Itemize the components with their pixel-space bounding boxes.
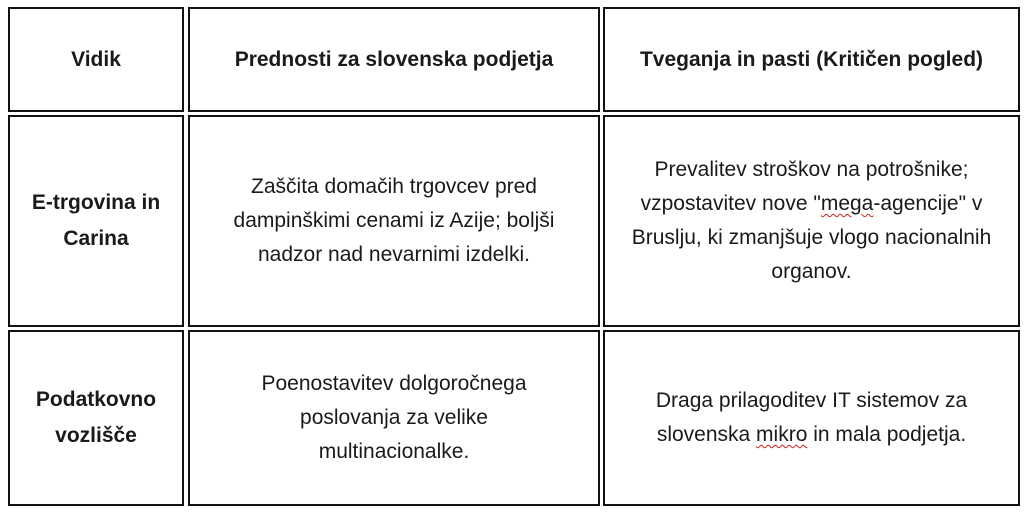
row-2-risks: [603, 330, 1020, 506]
spellcheck-flagged-word[interactable]: mikro: [756, 423, 808, 446]
header-advantages: [188, 7, 600, 112]
row-2-advantages-text: Poenostavitev dolgoročnega poslovanja za velike multinacionalke.: [261, 372, 527, 463]
row-2-advantages: [188, 330, 600, 506]
row-2-risks-text-start: Draga prilagoditev IT sistemov za slovenska: [655, 389, 968, 446]
row-1-risks-text: [622, 153, 1002, 289]
row-1-risks-text-start: Prevalitev stroškov na potrošnike; vzpostavitev nove ": [640, 158, 969, 215]
spellcheck-flagged-word[interactable]: mega: [820, 192, 874, 215]
row-2-risks-text-end: in mala podjetja.: [807, 423, 967, 446]
row-1-risks-text-end: -agencije" v Bruslju, ki zmanjšuje vlogo nacionalnih organov.: [631, 192, 992, 283]
row-1-risks: [603, 115, 1020, 327]
row-1-aspect: [8, 115, 184, 327]
header-risks-label: Tveganja in pasti (Kritičen pogled): [639, 47, 984, 71]
header-aspect-label: Vidik: [71, 47, 121, 71]
row-2-risks-text: [622, 384, 1002, 452]
row-1-aspect-label: E-trgovina in Carina: [31, 191, 161, 250]
row-1-advantages-text: Zaščita domačih trgovcev pred dampinškimi cenami iz Azije; boljši nadzor nad nevarnimi izdelki.: [233, 175, 555, 266]
row-2-aspect-label: Podatkovno vozlišče: [35, 388, 157, 447]
row-2-aspect: [8, 330, 184, 506]
header-risks: [603, 7, 1020, 112]
header-advantages-label: Prednosti za slovenska podjetja: [234, 47, 554, 71]
row-1-advantages: [188, 115, 600, 327]
header-aspect: [8, 7, 184, 112]
